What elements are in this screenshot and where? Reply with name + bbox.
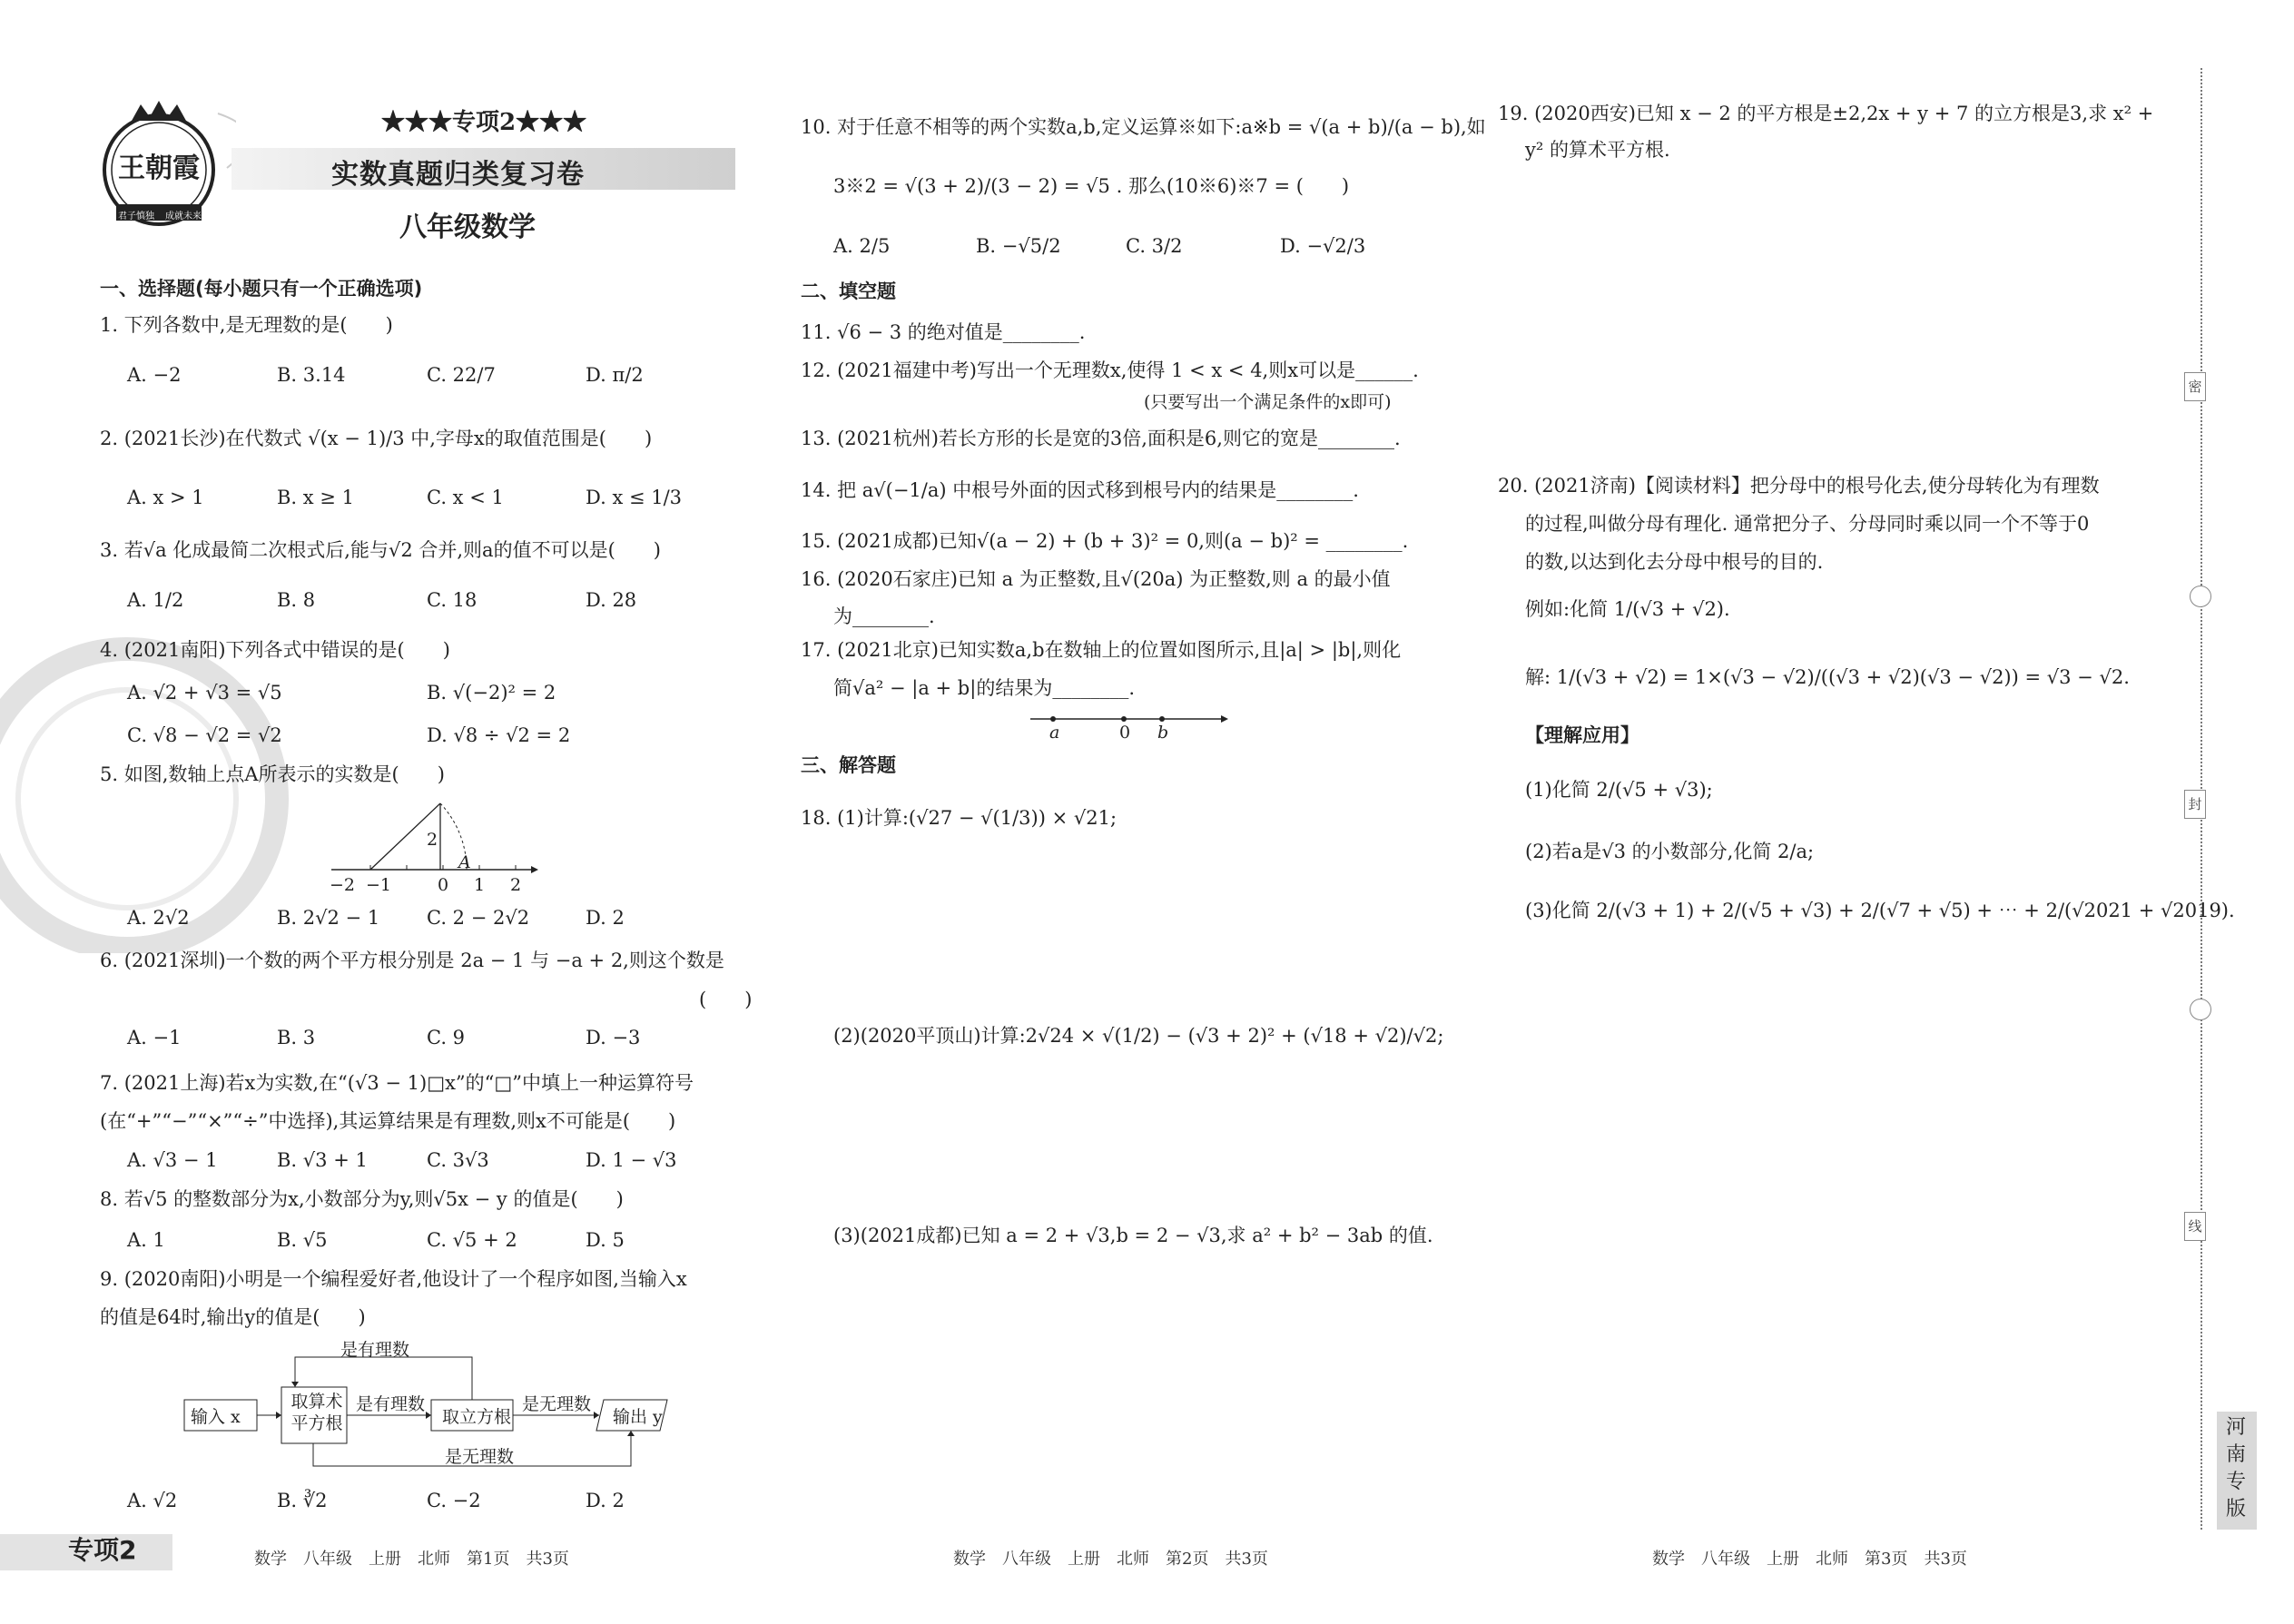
q5-point-a-label: A [458, 852, 471, 872]
q6-answer-paren: ( ) [699, 989, 753, 1010]
question-10-line2: 3※2 = √(3 + 2)/(3 − 2) = √5 . 那么(10※6)※7 = ( ) [833, 175, 1350, 197]
q1-option-c: C. 22/7 [427, 364, 496, 386]
q20-part2: (2)若a是√3 的小数部分,化简 2/a; [1525, 841, 1815, 862]
question-11: 11. √6 − 3 的绝对值是________. [801, 321, 1086, 343]
q20-apply-heading: 【理解应用】 [1525, 724, 1639, 746]
q3-option-a: A. 1/2 [127, 589, 184, 611]
logo-text: 王朝霞 [118, 153, 200, 184]
question-8: 8. 若√5 的整数部分为x,小数部分为y,则√5x − y 的值是( ) [100, 1188, 624, 1210]
q3-option-d: D. 28 [586, 589, 637, 611]
footer-page-2: 数学 八年级 上册 北师 第2页 共3页 [953, 1550, 1268, 1569]
edition-char: 南 [2226, 1443, 2247, 1466]
q5-option-c: C. 2 − 2√2 [427, 907, 530, 929]
q6-option-a: A. −1 [127, 1027, 182, 1048]
question-7-line1: 7. (2021上海)若x为实数,在“(√3 − 1)□x”的“□”中填上一种运算符号 [100, 1072, 694, 1094]
flow-label-irrational-bottom: 是无理数 [445, 1447, 515, 1467]
q10-option-b: B. −√5/2 [976, 235, 1061, 257]
q5-axis-label: 1 [474, 875, 486, 895]
question-20-line3: 的数,以达到化去分母中根号的目的. [1525, 551, 1824, 573]
question-9-line1: 9. (2020南阳)小明是一个编程爱好者,他设计了一个程序如图,当输入x [100, 1268, 687, 1290]
q20-part3: (3)化简 2/(√3 + 1) + 2/(√5 + √3) + 2/(√7 + √5) + ⋯ + 2/(√2021 + √2019). [1525, 900, 2235, 921]
question-17-line1: 17. (2021北京)已知实数a,b在数轴上的位置如图所示,且|a| > |b|,则化 [801, 639, 1402, 661]
question-20-line1: 20. (2021济南)【阅读材料】把分母中的根号化去,使分母转化为有理数 [1498, 475, 2100, 497]
section-choice-heading: 一、选择题(每小题只有一个正确选项) [100, 278, 423, 300]
q7-option-c: C. 3√3 [427, 1149, 489, 1171]
q8-option-c: C. √5 + 2 [427, 1229, 517, 1251]
q9-program-flowchart [177, 1334, 685, 1471]
page-subtitle: 八年级数学 [399, 212, 536, 243]
q5-option-a: A. 2√2 [127, 907, 190, 929]
question-10-line1: 10. 对于任意不相等的两个实数a,b,定义运算※如下:a※b = √(a + b)/(a − b),如 [801, 116, 1486, 138]
q17-axis-label: b [1157, 723, 1169, 743]
logo-slogan-left: 君子慎独 [118, 212, 154, 221]
side-circle-mark [2190, 586, 2211, 607]
q8-option-d: D. 5 [586, 1229, 625, 1251]
footer-tag: 专项2 [68, 1535, 137, 1565]
flow-label-irrational-mid: 是无理数 [522, 1394, 592, 1414]
q5-option-b: B. 2√2 − 1 [277, 907, 380, 929]
q4-option-b: B. √(−2)² = 2 [427, 682, 556, 704]
question-19-line2: y² 的算术平方根. [1525, 139, 1670, 161]
question-7-line2: (在“+”“−”“×”“÷”中选择),其运算结果是有理数,则x不可能是( ) [100, 1110, 676, 1132]
header-badge: ★★★专项2★★★ [381, 109, 587, 136]
q12-note: (只要写出一个满足条件的x即可) [1144, 392, 1392, 412]
question-3: 3. 若√a 化成最简二次根式后,能与√2 合并,则a的值不可以是( ) [100, 539, 661, 561]
question-5: 5. 如图,数轴上点A所表示的实数是( ) [100, 763, 445, 785]
question-2: 2. (2021长沙)在代数式 √(x − 1)/3 中,字母x的取值范围是( ) [100, 428, 653, 449]
q4-option-c: C. √8 − √2 = √2 [127, 724, 282, 746]
footer-page-1: 数学 八年级 上册 北师 第1页 共3页 [254, 1550, 569, 1569]
side-seal-char: 线 [2184, 1212, 2206, 1241]
q8-option-b: B. √5 [277, 1229, 328, 1251]
q10-option-a: A. 2/5 [833, 235, 891, 257]
page-title: 实数真题归类复习卷 [331, 159, 585, 191]
q2-option-a: A. x > 1 [127, 487, 204, 508]
flow-sqrt-box: 取算术平方根 [290, 1392, 343, 1433]
question-19-line1: 19. (2020西安)已知 x − 2 的平方根是±2,2x + y + 7 的立方根是3,求 x² + [1498, 103, 2154, 124]
question-13: 13. (2021杭州)若长方形的长是宽的3倍,面积是6,则它的宽是________. [801, 428, 1401, 449]
q17-axis-label: 0 [1119, 723, 1131, 743]
q5-axis-label: −1 [366, 875, 392, 895]
edition-char: 河 [2226, 1416, 2247, 1439]
q2-option-c: C. x < 1 [427, 487, 504, 508]
q6-option-b: B. 3 [277, 1027, 316, 1048]
side-seal-char: 密 [2184, 372, 2206, 401]
q6-option-d: D. −3 [586, 1027, 641, 1048]
q9-option-a: A. √2 [127, 1490, 178, 1511]
question-12: 12. (2021福建中考)写出一个无理数x,使得 1 < x < 4,则x可以是______. [801, 359, 1419, 381]
question-17-line2: 简√a² − |a + b|的结果为________. [833, 677, 1136, 699]
q2-option-b: B. x ≥ 1 [277, 487, 354, 508]
q7-option-b: B. √3 + 1 [277, 1149, 368, 1171]
edition-char: 专 [2226, 1471, 2247, 1493]
side-seal-char: 封 [2184, 790, 2206, 819]
flow-cube-root-box: 取立方根 [442, 1407, 512, 1427]
q5-axis-label: −2 [330, 875, 356, 895]
question-6: 6. (2021深圳)一个数的两个平方根分别是 2a − 1 与 −a + 2,则这个数是 [100, 950, 724, 971]
flow-label-rational-top: 是有理数 [340, 1340, 410, 1360]
q10-option-d: D. −√2/3 [1280, 235, 1366, 257]
question-15: 15. (2021成都)已知√(a − 2) + (b + 3)² = 0,则(a − b)² = ________. [801, 530, 1409, 552]
q1-option-b: B. 3.14 [277, 364, 346, 386]
q20-solution: 解: 1/(√3 + √2) = 1×(√3 − √2)/((√3 + √2)(√3 − √2)) = √3 − √2. [1525, 666, 2130, 688]
q5-option-d: D. 2 [586, 907, 625, 929]
question-1: 1. 下列各数中,是无理数的是( ) [100, 314, 393, 336]
question-16-line2: 为________. [833, 605, 935, 627]
q3-option-c: C. 18 [427, 589, 478, 611]
question-18-part2: (2)(2020平顶山)计算:2√24 × √(1/2) − (√3 + 2)² + (√18 + √2)/√2; [833, 1025, 1444, 1047]
q20-part1: (1)化简 2/(√5 + √3); [1525, 779, 1713, 801]
question-9-line2: 的值是64时,输出y的值是( ) [100, 1306, 366, 1328]
side-circle-mark [2190, 999, 2211, 1020]
q7-option-a: A. √3 − 1 [127, 1149, 218, 1171]
question-16-line1: 16. (2020石家庄)已知 a 为正整数,且√(20a) 为正整数,则 a 的最小值 [801, 568, 1391, 590]
q4-option-d: D. √8 ÷ √2 = 2 [427, 724, 571, 746]
flow-output-box: 输出 y [613, 1407, 663, 1427]
q2-option-d: D. x ≤ 1/3 [586, 487, 683, 508]
q9-option-d: D. 2 [586, 1490, 625, 1511]
q20-example: 例如:化简 1/(√3 + √2). [1525, 598, 1730, 620]
flow-label-rational-mid: 是有理数 [356, 1394, 426, 1414]
edition-char: 版 [2226, 1498, 2247, 1521]
logo-slogan-right: 成就未来 [165, 212, 202, 221]
section-fill-heading: 二、填空题 [801, 281, 896, 302]
q1-option-a: A. −2 [127, 364, 182, 386]
q10-option-c: C. 3/2 [1126, 235, 1183, 257]
question-20-line2: 的过程,叫做分母有理化. 通常把分子、分母同时乘以同一个不等于0 [1525, 513, 2090, 535]
q4-option-a: A. √2 + √3 = √5 [127, 682, 282, 704]
q17-axis-label: a [1049, 723, 1060, 743]
question-14: 14. 把 a√(−1/a) 中根号外面的因式移到根号内的结果是________. [801, 479, 1359, 501]
footer-page-3: 数学 八年级 上册 北师 第3页 共3页 [1652, 1550, 1967, 1569]
q5-axis-label: 0 [438, 875, 449, 895]
q8-option-a: A. 1 [127, 1229, 165, 1251]
watermark-seal [0, 626, 290, 953]
q6-option-c: C. 9 [427, 1027, 466, 1048]
question-18-part1: 18. (1)计算:(√27 − √(1/3)) × √21; [801, 807, 1117, 829]
flow-input-box: 输入 x [191, 1407, 241, 1427]
q3-option-b: B. 8 [277, 589, 316, 611]
q7-option-d: D. 1 − √3 [586, 1149, 677, 1171]
q1-option-d: D. π/2 [586, 364, 644, 386]
q9-option-c: C. −2 [427, 1490, 481, 1511]
section-solve-heading: 三、解答题 [801, 754, 896, 776]
question-4: 4. (2021南阳)下列各式中错误的是( ) [100, 639, 450, 661]
q5-axis-label: 2 [510, 875, 522, 895]
question-18-part3: (3)(2021成都)已知 a = 2 + √3,b = 2 − √3,求 a² + b² − 3ab 的值. [833, 1225, 1433, 1246]
q5-figure-height-label: 2 [427, 830, 438, 850]
q9-option-b: B. ∛2 [277, 1490, 328, 1511]
